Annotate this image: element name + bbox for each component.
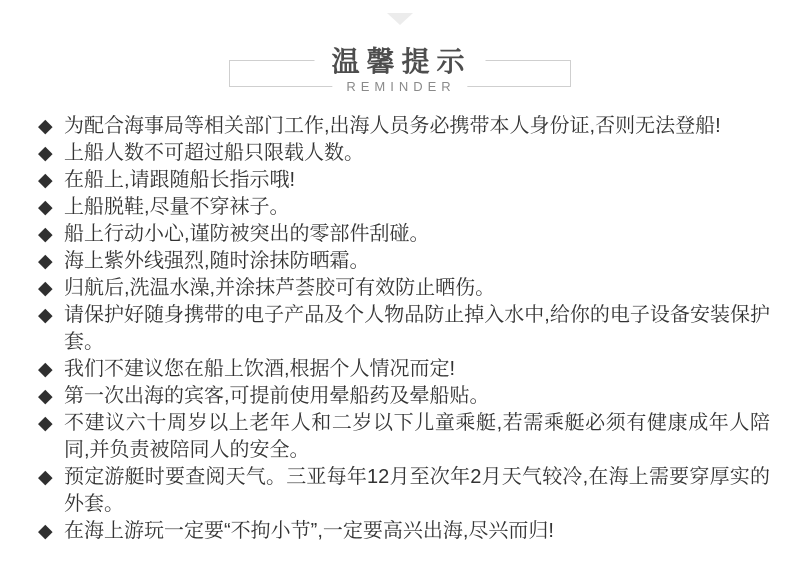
list-item-text: 我们不建议您在船上饮酒,根据个人情况而定! <box>64 358 456 380</box>
diamond-bullet-icon: ◆ <box>38 224 53 245</box>
list-item-text: 在船上,请跟随船长指示哦! <box>64 169 296 191</box>
list-item-text: 第一次出海的宾客,可提前使用晕船药及晕船贴。 <box>64 385 490 407</box>
list-item <box>38 302 770 356</box>
diamond-bullet-icon: ◆ <box>38 170 53 191</box>
list-item <box>38 113 770 140</box>
list-item <box>38 356 770 383</box>
diamond-bullet-icon: ◆ <box>38 278 53 299</box>
title-frame <box>229 46 571 94</box>
list-item <box>38 194 770 221</box>
diamond-bullet-icon: ◆ <box>38 467 53 488</box>
list-item-text: 为配合海事局等相关部门工作,出海人员务必携带本人身份证,否则无法登船! <box>64 115 721 137</box>
diamond-bullet-icon: ◆ <box>38 305 53 326</box>
list-item-text: 船上行动小心,谨防被突出的零部件刮碰。 <box>64 223 430 245</box>
diamond-bullet-icon: ◆ <box>38 251 53 272</box>
list-item <box>38 518 770 545</box>
diamond-bullet-icon: ◆ <box>38 521 53 542</box>
page-subtitle: REMINDER <box>332 79 467 94</box>
list-item <box>38 140 770 167</box>
diamond-bullet-icon: ◆ <box>38 116 53 137</box>
diamond-bullet-icon: ◆ <box>38 143 53 164</box>
diamond-bullet-icon: ◆ <box>38 386 53 407</box>
list-item-text: 海上紫外线强烈,随时涂抹防晒霜。 <box>64 250 370 272</box>
list-item <box>38 248 770 275</box>
reminder-list <box>38 113 770 545</box>
list-item <box>38 221 770 248</box>
list-item <box>38 167 770 194</box>
reminder-header <box>0 46 800 94</box>
diamond-bullet-icon: ◆ <box>38 197 53 218</box>
list-item <box>38 410 770 464</box>
diamond-bullet-icon: ◆ <box>38 413 53 434</box>
list-item <box>38 383 770 410</box>
diamond-bullet-icon: ◆ <box>38 359 53 380</box>
list-item-text: 上船脱鞋,尽量不穿袜子。 <box>64 196 290 218</box>
list-item-text: 上船人数不可超过船只限载人数。 <box>64 142 364 164</box>
list-item-text: 请保护好随身携带的电子产品及个人物品防止掉入水中,给你的电子设备安装保护套。 <box>64 304 770 353</box>
list-item <box>38 464 770 518</box>
triangle-down-icon <box>387 13 413 25</box>
list-item-text: 不建议六十周岁以上老年人和二岁以下儿童乘艇,若需乘艇必须有健康成年人陪同,并负责被陪同人的安全。 <box>64 412 770 461</box>
page-title: 温馨提示 <box>314 48 485 76</box>
list-item <box>38 275 770 302</box>
list-item-text: 归航后,洗温水澡,并涂抹芦荟胶可有效防止晒伤。 <box>64 277 496 299</box>
list-item-text: 预定游艇时要查阅天气。三亚每年12月至次年2月天气较冷,在海上需要穿厚实的外套。 <box>64 466 770 515</box>
list-item-text: 在海上游玩一定要“不拘小节”,一定要高兴出海,尽兴而归! <box>64 520 554 542</box>
